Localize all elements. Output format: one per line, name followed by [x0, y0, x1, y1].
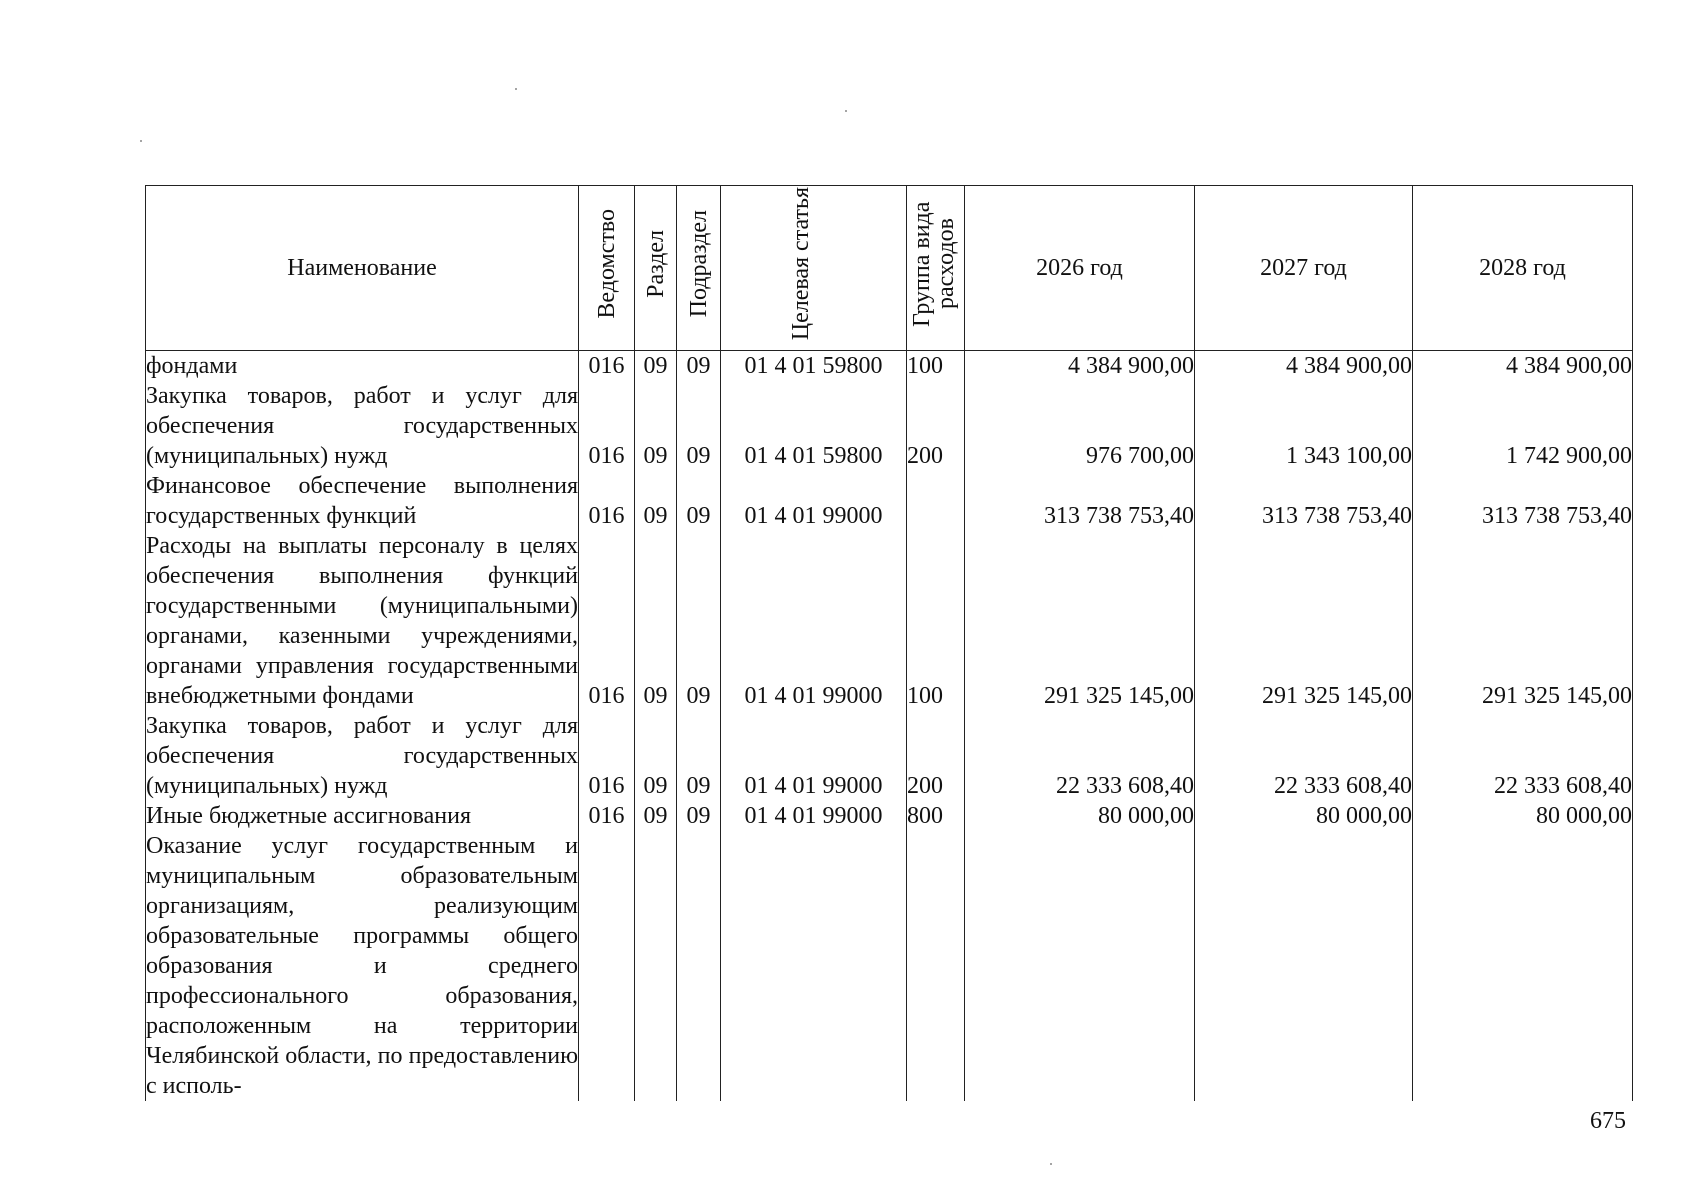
header-2026: 2026 год: [965, 186, 1195, 351]
scan-speck: [140, 140, 142, 142]
cell-2028: 313 738 753,40: [1413, 471, 1633, 531]
cell-podrazdel: 09: [677, 351, 721, 382]
cell-2026: 80 000,00: [965, 801, 1195, 831]
cell-2027: 313 738 753,40: [1195, 471, 1413, 531]
scan-speck: [515, 88, 517, 90]
cell-name: Расходы на выплаты персоналу в целях обеспечения выполнения функций государственными (муниципальными) органами, казенными учреждениями, органами управления государственными внебюджетными фондами: [146, 533, 578, 709]
cell-2027: 1 343 100,00: [1195, 381, 1413, 471]
table-row: [146, 351, 1633, 382]
cell-podrazdel: 09: [677, 801, 721, 831]
cell-celevaya: 01 4 01 99000: [721, 801, 907, 831]
cell-vedomstvo: 016: [579, 471, 635, 531]
cell-gruppa: 200: [907, 381, 965, 471]
cell-razdel: [635, 831, 677, 1101]
cell-celevaya: 01 4 01 99000: [721, 471, 907, 531]
cell-2028: 22 333 608,40: [1413, 711, 1633, 801]
table-header-row: [146, 186, 1633, 351]
cell-vedomstvo: 016: [579, 381, 635, 471]
cell-razdel: 09: [635, 351, 677, 382]
header-name: Наименование: [146, 186, 579, 351]
table-row: [146, 711, 1633, 801]
cell-vedomstvo: 016: [579, 351, 635, 382]
cell-name: Закупка товаров, работ и услуг для обеспечения государственных (муниципальных) нужд: [146, 713, 578, 799]
page-number: 675: [1590, 1108, 1626, 1134]
table-row: [146, 831, 1633, 1101]
header-razdel: Раздел: [635, 186, 677, 351]
cell-2027: [1195, 831, 1413, 1101]
cell-2027: 22 333 608,40: [1195, 711, 1413, 801]
cell-name: Оказание услуг государственным и муниципальным образовательным организациям, реализующим образовательные программы общего образования и среднего профессионального образования, расположенным на территории Челябинской области, по предоставлению с исполь-: [146, 833, 578, 1099]
table-row: [146, 381, 1633, 471]
cell-2027: 291 325 145,00: [1195, 531, 1413, 711]
cell-2026: 4 384 900,00: [965, 351, 1195, 382]
cell-2026: 22 333 608,40: [965, 711, 1195, 801]
cell-name: Закупка товаров, работ и услуг для обеспечения государственных (муниципальных) нужд: [146, 383, 578, 469]
cell-2027: 4 384 900,00: [1195, 351, 1413, 382]
cell-gruppa: 200: [907, 711, 965, 801]
scan-speck: [845, 110, 847, 112]
header-celevaya: Целевая статья: [721, 186, 907, 351]
cell-name: Финансовое обеспечение выполнения государственных функций: [146, 473, 578, 529]
cell-celevaya: 01 4 01 59800: [721, 351, 907, 382]
scan-speck: [1050, 1163, 1052, 1165]
cell-gruppa: 100: [907, 351, 965, 382]
cell-razdel: 09: [635, 531, 677, 711]
cell-razdel: 09: [635, 711, 677, 801]
cell-2028: 1 742 900,00: [1413, 381, 1633, 471]
cell-2026: [965, 831, 1195, 1101]
cell-name: Иные бюджетные ассигнования: [146, 801, 579, 831]
cell-2026: 291 325 145,00: [965, 531, 1195, 711]
cell-celevaya: 01 4 01 99000: [721, 531, 907, 711]
cell-razdel: 09: [635, 381, 677, 471]
cell-gruppa: [907, 831, 965, 1101]
cell-celevaya: 01 4 01 59800: [721, 381, 907, 471]
cell-2028: 291 325 145,00: [1413, 531, 1633, 711]
cell-2028: [1413, 831, 1633, 1101]
cell-name: фондами: [146, 351, 579, 382]
cell-razdel: 09: [635, 801, 677, 831]
cell-podrazdel: [677, 831, 721, 1101]
cell-2028: 80 000,00: [1413, 801, 1633, 831]
budget-table: [145, 185, 1633, 1101]
cell-vedomstvo: 016: [579, 531, 635, 711]
cell-vedomstvo: 016: [579, 711, 635, 801]
table-row: [146, 531, 1633, 711]
cell-gruppa: 800: [907, 801, 965, 831]
header-2028: 2028 год: [1413, 186, 1633, 351]
cell-vedomstvo: 016: [579, 801, 635, 831]
cell-gruppa: 100: [907, 531, 965, 711]
cell-2026: 313 738 753,40: [965, 471, 1195, 531]
cell-podrazdel: 09: [677, 531, 721, 711]
table-row: [146, 801, 1633, 831]
cell-celevaya: [721, 831, 907, 1101]
cell-2027: 80 000,00: [1195, 801, 1413, 831]
table-body: [146, 351, 1633, 1102]
header-2027: 2027 год: [1195, 186, 1413, 351]
cell-2028: 4 384 900,00: [1413, 351, 1633, 382]
cell-podrazdel: 09: [677, 471, 721, 531]
header-podrazdel: Подраздел: [677, 186, 721, 351]
cell-podrazdel: 09: [677, 381, 721, 471]
cell-podrazdel: 09: [677, 711, 721, 801]
cell-gruppa: [907, 471, 965, 531]
header-gruppa: Группа вида расходов: [907, 186, 965, 351]
table-row: [146, 471, 1633, 531]
cell-2026: 976 700,00: [965, 381, 1195, 471]
cell-vedomstvo: [579, 831, 635, 1101]
cell-celevaya: 01 4 01 99000: [721, 711, 907, 801]
header-vedomstvo: Ведомство: [579, 186, 635, 351]
cell-razdel: 09: [635, 471, 677, 531]
